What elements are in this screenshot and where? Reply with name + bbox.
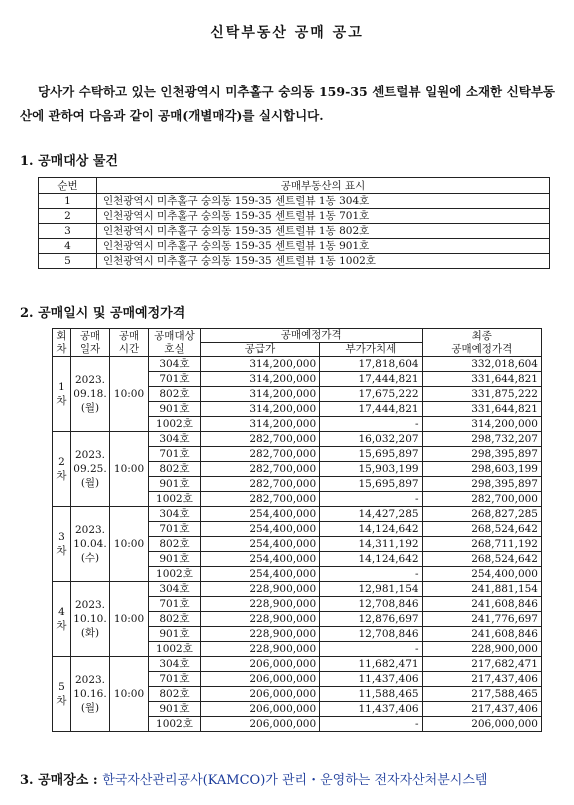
date-cell: 2023. 09.25. (월) xyxy=(70,432,109,507)
supply-price-cell: 314,200,000 xyxy=(200,417,319,432)
final-price-cell: 217,682,471 xyxy=(422,657,541,672)
supply-price-cell: 206,000,000 xyxy=(200,657,319,672)
unit-cell: 304호 xyxy=(149,582,201,597)
supply-price-cell: 282,700,000 xyxy=(200,447,319,462)
vat-cell: 11,437,406 xyxy=(320,702,422,717)
property-description: 인천광역시 미추홀구 숭의동 159-35 센트럴뷰 1동 701호 xyxy=(97,209,550,224)
vat-cell: 15,695,897 xyxy=(320,447,422,462)
property-table-header xyxy=(39,178,550,194)
header-time: 공매 시간 xyxy=(110,329,149,357)
vat-cell: - xyxy=(320,492,422,507)
table-row xyxy=(53,582,542,597)
date-cell: 2023. 10.16. (월) xyxy=(70,657,109,732)
final-price-cell: 241,608,846 xyxy=(422,627,541,642)
property-description: 인천광역시 미추홀구 숭의동 159-35 센트럴뷰 1동 802호 xyxy=(97,224,550,239)
table-row xyxy=(39,254,550,269)
time-cell: 10:00 xyxy=(110,582,149,657)
final-price-cell: 331,644,821 xyxy=(422,402,541,417)
vat-cell: 12,708,846 xyxy=(320,597,422,612)
supply-price-cell: 206,000,000 xyxy=(200,702,319,717)
unit-cell: 802호 xyxy=(149,387,201,402)
vat-cell: 17,675,222 xyxy=(320,387,422,402)
vat-cell: 11,588,465 xyxy=(320,687,422,702)
final-price-cell: 206,000,000 xyxy=(422,717,541,732)
final-price-cell: 268,827,285 xyxy=(422,507,541,522)
supply-price-cell: 282,700,000 xyxy=(200,492,319,507)
final-price-cell: 331,875,222 xyxy=(422,387,541,402)
unit-cell: 901호 xyxy=(149,552,201,567)
final-price-cell: 298,603,199 xyxy=(422,462,541,477)
vat-cell: 15,695,897 xyxy=(320,477,422,492)
unit-cell: 901호 xyxy=(149,402,201,417)
table-row xyxy=(53,357,542,372)
supply-price-cell: 228,900,000 xyxy=(200,642,319,657)
supply-price-cell: 228,900,000 xyxy=(200,597,319,612)
unit-cell: 1002호 xyxy=(149,642,201,657)
vat-cell: 17,444,821 xyxy=(320,402,422,417)
unit-cell: 304호 xyxy=(149,357,201,372)
time-cell: 10:00 xyxy=(110,357,149,432)
supply-price-cell: 228,900,000 xyxy=(200,612,319,627)
supply-price-cell: 314,200,000 xyxy=(200,387,319,402)
unit-cell: 304호 xyxy=(149,657,201,672)
unit-cell: 304호 xyxy=(149,507,201,522)
table-row xyxy=(39,194,550,209)
table-row xyxy=(39,209,550,224)
final-price-cell: 241,776,697 xyxy=(422,612,541,627)
supply-price-cell: 206,000,000 xyxy=(200,687,319,702)
header-vat: 부가가치세 xyxy=(320,343,422,357)
round-cell: 4 차 xyxy=(53,582,71,657)
supply-price-cell: 282,700,000 xyxy=(200,432,319,447)
header-supply: 공급가 xyxy=(200,343,319,357)
section2-heading: 2. 공매일시 및 공매예정가격 xyxy=(20,306,186,321)
table-row xyxy=(39,239,550,254)
auction-place: 한국자산관리공사(KAMCO)가 관리・운영하는 전자자산처분시스템 xyxy=(102,773,488,788)
round-cell: 3 차 xyxy=(53,507,71,582)
supply-price-cell: 228,900,000 xyxy=(200,627,319,642)
final-price-cell: 241,881,154 xyxy=(422,582,541,597)
final-price-cell: 298,732,207 xyxy=(422,432,541,447)
final-price-cell: 268,524,642 xyxy=(422,522,541,537)
section3-heading xyxy=(20,769,487,788)
unit-cell: 901호 xyxy=(149,702,201,717)
unit-cell: 1002호 xyxy=(149,567,201,582)
vat-cell: 11,682,471 xyxy=(320,657,422,672)
supply-price-cell: 254,400,000 xyxy=(200,537,319,552)
final-price-cell: 217,437,406 xyxy=(422,672,541,687)
vat-cell: 12,708,846 xyxy=(320,627,422,642)
vat-cell: - xyxy=(320,417,422,432)
final-price-cell: 332,018,604 xyxy=(422,357,541,372)
property-description: 인천광역시 미추홀구 숭의동 159-35 센트럴뷰 1동 1002호 xyxy=(97,254,550,269)
supply-price-cell: 254,400,000 xyxy=(200,507,319,522)
row-number: 5 xyxy=(39,254,97,269)
final-price-cell: 314,200,000 xyxy=(422,417,541,432)
row-number: 2 xyxy=(39,209,97,224)
table-row xyxy=(53,507,542,522)
unit-cell: 304호 xyxy=(149,432,201,447)
supply-price-cell: 314,200,000 xyxy=(200,357,319,372)
vat-cell: 14,311,192 xyxy=(320,537,422,552)
unit-cell: 701호 xyxy=(149,672,201,687)
unit-cell: 802호 xyxy=(149,612,201,627)
vat-cell: - xyxy=(320,567,422,582)
final-price-cell: 298,395,897 xyxy=(422,477,541,492)
table-row xyxy=(53,432,542,447)
round-cell: 5 차 xyxy=(53,657,71,732)
property-table-body xyxy=(39,194,550,269)
unit-cell: 1002호 xyxy=(149,492,201,507)
section3-label: 3. 공매장소 : xyxy=(20,773,98,788)
vat-cell: - xyxy=(320,642,422,657)
supply-price-cell: 282,700,000 xyxy=(200,477,319,492)
property-description: 인천광역시 미추홀구 숭의동 159-35 센트럴뷰 1동 304호 xyxy=(97,194,550,209)
final-price-cell: 228,900,000 xyxy=(422,642,541,657)
vat-cell: 15,903,199 xyxy=(320,462,422,477)
time-cell: 10:00 xyxy=(110,432,149,507)
unit-cell: 701호 xyxy=(149,447,201,462)
schedule-price-table xyxy=(52,328,542,732)
vat-cell: - xyxy=(320,717,422,732)
header-unit: 공매대상 호실 xyxy=(149,329,201,357)
header-price-group: 공매예정가격 xyxy=(200,329,422,343)
header-property: 공매부동산의 표시 xyxy=(97,178,550,194)
time-cell: 10:00 xyxy=(110,507,149,582)
supply-price-cell: 254,400,000 xyxy=(200,567,319,582)
time-cell: 10:00 xyxy=(110,657,149,732)
final-price-cell: 254,400,000 xyxy=(422,567,541,582)
supply-price-cell: 282,700,000 xyxy=(200,462,319,477)
table-row xyxy=(39,224,550,239)
final-price-cell: 298,395,897 xyxy=(422,447,541,462)
property-table xyxy=(38,177,550,269)
vat-cell: 14,427,285 xyxy=(320,507,422,522)
header-final: 최종 공매예정가격 xyxy=(422,329,541,357)
unit-cell: 802호 xyxy=(149,462,201,477)
unit-cell: 1002호 xyxy=(149,417,201,432)
supply-price-cell: 228,900,000 xyxy=(200,582,319,597)
schedule-header-row-1 xyxy=(53,329,542,343)
final-price-cell: 217,588,465 xyxy=(422,687,541,702)
unit-cell: 701호 xyxy=(149,597,201,612)
table-row xyxy=(53,657,542,672)
vat-cell: 14,124,642 xyxy=(320,552,422,567)
date-cell: 2023. 10.10. (화) xyxy=(70,582,109,657)
round-cell: 1 차 xyxy=(53,357,71,432)
final-price-cell: 217,437,406 xyxy=(422,702,541,717)
final-price-cell: 241,608,846 xyxy=(422,597,541,612)
unit-cell: 802호 xyxy=(149,687,201,702)
unit-cell: 701호 xyxy=(149,372,201,387)
row-number: 3 xyxy=(39,224,97,239)
final-price-cell: 331,644,821 xyxy=(422,372,541,387)
vat-cell: 12,876,697 xyxy=(320,612,422,627)
final-price-cell: 268,711,192 xyxy=(422,537,541,552)
header-no: 순번 xyxy=(39,178,97,194)
supply-price-cell: 314,200,000 xyxy=(200,402,319,417)
supply-price-cell: 314,200,000 xyxy=(200,372,319,387)
header-date: 공매 일자 xyxy=(70,329,109,357)
unit-cell: 901호 xyxy=(149,627,201,642)
vat-cell: 11,437,406 xyxy=(320,672,422,687)
vat-cell: 12,981,154 xyxy=(320,582,422,597)
intro-text: 당사가 수탁하고 있는 인천광역시 미추홀구 숭의동 159-35 센트럴뷰 일원에 소재한 신탁부동산에 관하여 다음과 같이 공매(개별매각)를 실시합니다. xyxy=(20,84,555,123)
unit-cell: 701호 xyxy=(149,522,201,537)
date-cell: 2023. 09.18. (월) xyxy=(70,357,109,432)
supply-price-cell: 254,400,000 xyxy=(200,552,319,567)
vat-cell: 16,032,207 xyxy=(320,432,422,447)
supply-price-cell: 254,400,000 xyxy=(200,522,319,537)
property-description: 인천광역시 미추홀구 숭의동 159-35 센트럴뷰 1동 901호 xyxy=(97,239,550,254)
vat-cell: 14,124,642 xyxy=(320,522,422,537)
document-title: 신탁부동산 공매 공고 xyxy=(210,25,364,41)
vat-cell: 17,818,604 xyxy=(320,357,422,372)
header-round: 회 차 xyxy=(53,329,71,357)
final-price-cell: 282,700,000 xyxy=(422,492,541,507)
vat-cell: 17,444,821 xyxy=(320,372,422,387)
row-number: 1 xyxy=(39,194,97,209)
final-price-cell: 268,524,642 xyxy=(422,552,541,567)
unit-cell: 1002호 xyxy=(149,717,201,732)
intro-paragraph xyxy=(20,80,555,128)
schedule-table-body xyxy=(53,357,542,732)
supply-price-cell: 206,000,000 xyxy=(200,717,319,732)
row-number: 4 xyxy=(39,239,97,254)
date-cell: 2023. 10.04. (수) xyxy=(70,507,109,582)
unit-cell: 802호 xyxy=(149,537,201,552)
unit-cell: 901호 xyxy=(149,477,201,492)
round-cell: 2 차 xyxy=(53,432,71,507)
supply-price-cell: 206,000,000 xyxy=(200,672,319,687)
section1-heading: 1. 공매대상 물건 xyxy=(20,154,118,169)
